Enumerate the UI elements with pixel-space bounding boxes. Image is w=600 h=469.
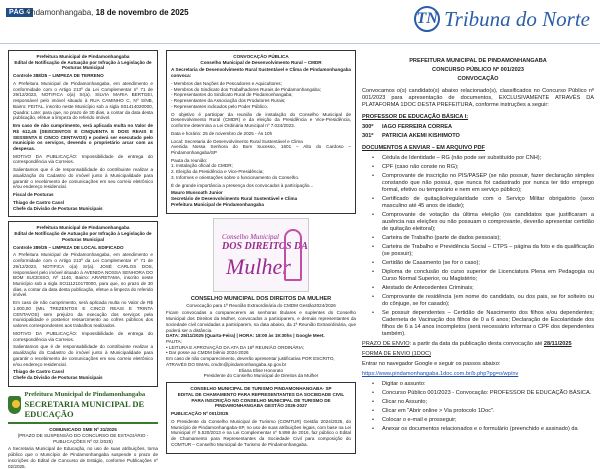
column-right — [362, 50, 594, 435]
notice-2-title: Prefeitura Municipal de Pindamonhangaba Edital de Notificação de Autuação por Infração à Legislação de Posturas Municipal — [14, 225, 152, 242]
notice-2-fine: Em caso de não cumprimento, será aplicada multa no Valor de R$ 1.000,00 (MIL TREZENTOS E CINCO REAIS E TRINTA CENTAVOS) sem prejuízo da execução dos serviços pela municipalidade e posterior ressarcimento ao cofres públicos dos valores correspondentes aos trabalhos realizados. — [13, 300, 153, 329]
candidate-number: 300º — [362, 123, 374, 130]
notice-1-note: Salientamos que é de responsabilidade do contribuinte realizar a atualização do Cadastro do imóvel junto à Municipalidade para garantir o recebimento de comunicações em seu correio eletrônico e/ou endereço residencial. — [13, 167, 153, 190]
1doc-link[interactable]: https://www.pindamonhangaba.1doc.com.br/b.php?pg=o/wp/nv — [362, 371, 519, 378]
cmdr-note: É de grande importância a presença dos convocados à participação... — [171, 182, 314, 188]
deadline-text: : a partir da data da publicação desta convocação até — [409, 341, 544, 348]
notice-1-control: Controle 388/25 – LIMPEZA DE TERRENO — [13, 73, 104, 79]
education-logo-line2: SECRETARIA MUNICIPAL DE EDUCAÇÃO — [24, 398, 145, 420]
cmdr-sign: Mauro Mussoath Junior Secretário de Desenvolvimento Rural Sustentável e Clima Prefeitura Municipal de Pindamonhangaba — [171, 190, 298, 207]
education-notice — [8, 391, 158, 469]
education-body: A Secretaria Municipal de Educação, no uso de suas atribuições, torna público que o Município de Pindamonhangaba suspende o prazo de inscrições do Edital de Concurso de Estágio, conforme Publicações nº 02/2025. — [8, 446, 158, 469]
candidate-name: IAGO FERREIRA CORREA — [382, 123, 453, 130]
document-item: • Atestado de Antecedentes Criminais; — [372, 285, 594, 292]
notice-1 — [8, 50, 158, 217]
column-left — [8, 50, 158, 469]
candidate-row — [362, 124, 594, 131]
notice-2 — [8, 221, 158, 386]
document-item: • Cédula de Identidade – RG (não pode ser substituído por CNH); — [372, 155, 594, 162]
education-logo — [8, 391, 158, 424]
cmdm-title: CONSELHO MUNICIPAL DOS DIREITOS DA MULHER — [190, 295, 332, 302]
notice-1-title: Prefeitura Municipal de Pindamonhangaba Edital de Notificação de Autuação por Infração à Legislação de Posturas Municipal — [14, 54, 152, 71]
document-item: • Diploma de conclusão do curso superior de Licenciatura Plena em Pedagogia ou Curso Normal Superior, ou Magistério; — [372, 269, 594, 283]
notice-1-body: A Prefeitura Municipal de Pindamonhangaba, em atendimento e conformidade com o Artigo 213º da Lei Complementar nº 71 de 29/12/2023, NOTIFICA o(a) Sr(a). SILVIA MARIA BERTGEI, responsável pelo imóvel situado à RUA CAMINHO C, Nº S/NB, Bairro: FEITAL, inscrito neste Município sob a sigla S01414020000, Quadra: Lote: para que, no prazo de 30 dias, a contar da data desta publicação, efetue a limpeza do referido imóvel. — [13, 80, 153, 121]
notice-2-note: Salientamos que é de responsabilidade do contribuinte realizar a atualização do Cadastro do imóvel junto à Municipalidade para garantir o recebimento de comunicações em seu correio eletrônico e/ou endereço residencial. — [13, 344, 153, 367]
cmdm-sign: Eliana Elise Honorato Presidente do Conselho Municipal de Direitos da Mulher — [203, 367, 319, 379]
comtur-subtitle: PUBLICAÇÃO Nº 001/2025 — [171, 411, 229, 417]
cmdr-place: Local: Secretaria de Desenvolvimento Rural Sustentável e Clima Avenida Nossa Senhora do Bom Sucesso, 1601 – Alto do Cardoso – Pindamonhangaba/SP — [171, 138, 351, 156]
education-comunicado: COMUNICADO SME Nº 31/2025 — [49, 427, 117, 433]
header-date — [24, 8, 189, 17]
education-logo-line1: Prefeitura Municipal de Pindamonhangaba — [24, 390, 146, 398]
convocation-title-1: PREFEITURA MUNICIPAL DE PINDAMONHANGABA — [409, 58, 547, 64]
cmdm-notice — [166, 218, 356, 380]
tn-logo-icon: TN — [414, 6, 440, 32]
deadline-label: PRAZO DE ENVIO — [362, 341, 410, 348]
notice-1-sign-role: Fiscal de Posturas — [13, 192, 54, 198]
comtur-title: CONSELHO MUNICIPAL DE TURISMO PINDAMONHANGABA- SP EDITAL DE CHAMAMENTO PARA REPRESENTANTES DA SOCIEDADE CIVIL PARA INSCRIÇÃO NO CONSELHO MUNICIPAL DE TURISMO DE PINDAMONHANGABA GESTÃO 2026-2027 — [177, 386, 345, 409]
instructions-intro: Entrar no navegador Google e seguir os passos abaixo: — [362, 361, 501, 368]
column-middle — [166, 50, 356, 458]
notice-2-control: Controle 389/25 – LIMPEZA DE LOCAL EDIFICADO — [13, 244, 124, 250]
cmdr-objective: O objetivo é participar da reunião de instalação do Conselho Municipal de Desenvolvimento Rural (CMDR) e da eleição da Presidência e Vice-Presidência, conforme determina a Lei Ordinária Municipal nº 7.024/2023. — [171, 111, 351, 129]
step-item: • Clicar em "Abrir online > Via protocolo 1Doc". — [372, 408, 594, 415]
document-item: • Comprovante de inscrição no PIS/PASEP (se não possuir, fazer declaração simples constando que não possui, que nunca foi cadastrado por nunca ter tido emprego formal, efetivo ou temporário e nem em serviço público); — [372, 173, 594, 194]
document-item: • Comprovante de votação da última eleição (os candidatos que justificaram a ausência nas eleições ou não possuam o comprovante, deverão apresentar certidão de quitação eleitoral); — [372, 212, 594, 233]
comtur-body: O Presidente do Conselho Municipal de Turismo (COMTUR) Gestão 2024/2025, do Município de Pindamonhangaba-SP, no uso de suas atribuições legais, com base na Lei Municipal nº 5.520/2013 e na Lei Complementar nº 5.898 de 2016, faz público o Edital de Chamamento para Representantes da Sociedade Civil para composição do COMTUR – Conselho Municipal de Turismo de Pindamonhangaba. — [171, 418, 351, 447]
cmdr-agenda: Pauta da reunião: 1. Instalação oficial do CMDR; 2. Eleição da Presidência e Vice-Presidência; 3. Informes e orientações sobre o funcionamento do Conselho. — [171, 157, 300, 180]
role-heading: PROFESSOR DE EDUCAÇÃO BÁSICA I: — [362, 113, 469, 120]
document-item: • CPF (caso não conste no RG); — [372, 164, 594, 171]
education-subtitle: (PRAZO DE SUSPENSÃO DO CONCURSO DE ESTAGIÁRIO - PUBLICAÇÕES Nº 02 /2025) — [17, 432, 149, 444]
candidate-list — [362, 124, 594, 140]
conselho-mulher-logo — [213, 218, 309, 292]
notice-1-motive: MOTIVO DA PUBLICAÇÃO: Impossibilidade de entrega do correspondência via Correios. — [13, 153, 153, 165]
logo-text: Tribuna do Norte — [444, 6, 590, 31]
docs-heading: DOCUMENTOS A ENVIAR – EM ARQUIVO PDF — [362, 144, 485, 151]
step-item: • Anexar os documentos relacionados e o formulário (preenchido e assinado) da — [372, 426, 594, 433]
deadline — [362, 341, 594, 348]
notice-2-sign-name: Thiago de Castro Cassl Chefe da Divisão de Posturas Municipais — [13, 369, 103, 380]
notice-1-sign-name: Thiago de Castro Cassl Chefe da Divisão de Posturas Municipais — [13, 199, 103, 211]
page-header — [0, 0, 600, 44]
notice-2-body: A Prefeitura Municipal de Pindamonhangaba, em atendimento e conformidade com o Artigo 213º da Lei Complementar nº 71 de 29/12/2023, NOTIFICA o(a) Sr(a). JOSÉ CARLOS DOS, responsável pelo imóvel situado à AVENIDA NOSSA SENHORA DO BOM SUCESSO, Nº 1140, Bairro: ARARETAMA, inscrito neste Município sob a sigla SO111210170000, para que, no prazo de 30 dias, a contar da data desta publicação, efetue a limpeza do referido imóvel. — [13, 252, 153, 298]
document-item: • Comprovante de residência (em nome do candidato, ou dos pais, se for solteiro ou do cônjuge, se for casado); — [372, 294, 594, 308]
document-item: • Certificado de quitação/regularidade com o Serviço Militar obrigatório (sexo masculino até 45 anos de idade); — [372, 196, 594, 210]
document-item: • Se possuir dependentes – Certidão de Nascimento dos filhos e/ou dependentes; Caderneta de Vacinação dos filhos de 0 a 6 anos; Declaração de Escolaridade dos filhos de 6 a 14 anos incompletos (será necessário informar o CPF dos dependentes também). — [372, 310, 594, 338]
notice-1-fine: Em caso de não cumprimento, será aplicada multa no Valor de R$ 612,45 (SEISCENTOS E CINQUENTA E DOIS REAIS E SESSENTA E CINCO CENTAVOS) e poderá ser executado pelo município os serviços, devendo o proprietário arcar com as despesas. — [13, 123, 153, 152]
steps-list — [372, 381, 594, 433]
form-label: FORMA DE ENVIO (1DOC) — [362, 351, 431, 358]
cmdr-convocation — [166, 50, 356, 214]
cmdm-pauta: PAUTA: • LEITURA E APROVAÇÃO DA ATA DA 16ª REUNIÃO ORDINÁRIA; • Dar posse ao CMDM biênio 2024-2026 — [166, 339, 305, 356]
cmdr-body: A Secretaria de Desenvolvimento Rural Sustentável e Clima de Pindamonhangaba convoca: — [171, 67, 351, 79]
document-item: • Carteira de Trabalho (parte de dados pessoais); — [372, 235, 594, 242]
deadline-date: 28/11/2025 — [543, 341, 572, 348]
step-item: • Colocar o e-mail e prosseguir; — [372, 417, 594, 424]
candidate-row — [362, 133, 594, 140]
logo-mulher-text: Mulher — [226, 253, 291, 279]
cmdr-list: - Membros das Nações de Pescadores e Aquicultores; - Membros do Sindicato dos Trabalhadores Rurais de Pindamonhangaba; - Representantes do Sindicato Rural de Pindamonhangaba; - Representantes da Associação dos Produtores Rurais; - Representantes indicados pelo Poder Público. — [171, 80, 321, 109]
documents-list — [372, 155, 594, 338]
header-city: Pindamonhangaba, — [24, 8, 94, 17]
page-number-badge: PÁG.4 — [6, 8, 33, 17]
step-item: • Clicar no Assunto; — [372, 399, 594, 406]
step-item: • Digitar o assunto: — [372, 381, 594, 388]
document-item: • Carteira de Trabalho e Previdência Social – CTPS – página da foto e da qualificação (se possuir); — [372, 244, 594, 258]
convocation-intro: Convocamos o(s) candidato(s) abaixo relacionado(s), classificados no Concurso Público nº 001/2023 para apresentação de documentos, EXCLUSIVAMENTE ATRAVÉS DA PLATAFORMA 1DOC DESTA PREFEITURA, conforme instruções a seguir: — [362, 87, 594, 108]
city-crest-icon — [8, 396, 21, 414]
comtur-notice — [166, 382, 356, 453]
cmdm-date: DATA: 25/11/2025 (Quarta-Feira) | HORA: 18:00 às 19:30hs | Google Meet. — [166, 333, 325, 339]
notice-2-motive: MOTIVO DA PUBLICAÇÃO: Impossibilidade de entrega do correspondência via Correios. — [13, 330, 153, 342]
cmdr-date: Data e horário: 25 de novembro de 2025 - Às 10h — [171, 130, 273, 136]
step-item: • Concurso Público 001/2023 - Convocação: PROFESSOR DE EDUCAÇÃO BÁSICA. — [372, 390, 594, 397]
document-item: • Certidão de Casamento (se for o caso); — [372, 260, 594, 267]
cmdm-subtitle: Convocação para 1ª Reunião Extraordinária do CMDM Gestão2024/2026 — [186, 302, 336, 308]
logo-conselho-text: Conselho Municipal — [222, 232, 279, 241]
convocation-title-2: CONCURSO PÚBLICO Nº 001/2023 — [432, 66, 524, 73]
convocation-title-3: CONVOCAÇÃO — [457, 75, 499, 82]
logo-direitos-text: DOS DIREITOS DA — [222, 240, 308, 252]
cmdr-title: CONVOCAÇÃO PÚBLICA Conselho Municipal de Desenvolvimento Rural – CMDR — [200, 54, 322, 65]
candidate-number: 301º — [362, 132, 374, 139]
header-date-value: 18 de novembro de 2025 — [93, 8, 189, 17]
candidate-name: PATRICIA AKEMI KISHIMOTO — [382, 132, 460, 139]
newspaper-logo[interactable] — [414, 6, 590, 32]
cmdm-body: Ficam convocadas a comparecerem as senhoras titulares e suplentes do Conselho Municipal dos Direitos da Mulher, convocados a participarem, e demais representantes da sociedade civil convidadas a participarem, na data abaixo, da 1ª Reunião Extraordinária, que poderá ser a distância. — [166, 310, 356, 333]
woman-figure-icon — [284, 229, 302, 281]
cmdm-note: Em caso de não comparecimento, deverão apresentar justificativa POR ESCRITO, ATRAVÉS DO EMAIL cmdm@pindamonhangaba.sp.gov.br — [166, 356, 335, 367]
